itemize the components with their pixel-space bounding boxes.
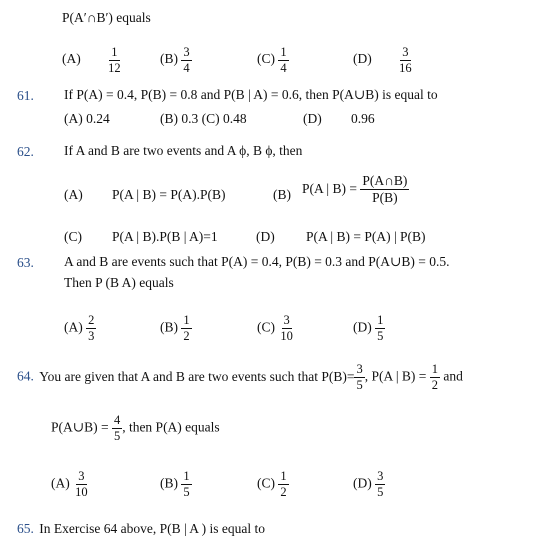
option-label: (B) [160, 319, 178, 335]
fraction [278, 314, 295, 343]
numerator: 1 [278, 46, 288, 61]
fraction [181, 470, 191, 499]
q63-line2: Then P (B A) equals [64, 275, 174, 290]
denominator: 5 [183, 485, 190, 500]
q63-option-b [160, 314, 192, 343]
q63-option-c [257, 314, 295, 343]
option-label: (C) [257, 51, 275, 67]
numerator: 1 [181, 314, 191, 329]
denominator: 4 [183, 61, 190, 75]
q65-stem: In Exercise 64 above, P(B | A ) is equal to [39, 521, 266, 536]
option-label: (D) [353, 319, 372, 335]
denominator: 16 [399, 61, 412, 75]
denominator: 5 [113, 429, 121, 444]
denominator: 10 [75, 485, 88, 500]
option-label: (B) [160, 51, 178, 67]
fraction [278, 470, 288, 499]
fraction [112, 414, 122, 443]
fraction [430, 363, 440, 392]
numerator: 1 [278, 470, 288, 485]
q61-number: 61. [17, 88, 34, 103]
numerator: 3 [354, 363, 364, 378]
q64-line2-rest: , then P(A) equals [122, 419, 220, 435]
numerator: 4 [112, 414, 122, 429]
fraction [375, 470, 385, 499]
q61-option-a: (A) 0.24 [64, 111, 110, 126]
q61-option-d-value: 0.96 [351, 111, 375, 126]
fraction [181, 314, 191, 343]
numerator: 2 [86, 314, 96, 329]
q62-option-c-label: (C) [64, 229, 82, 244]
q64-part1: You are given that A and B are two events such that P(B)= [39, 368, 355, 384]
option-label: (A) [62, 51, 81, 67]
numerator: 1 [109, 46, 119, 61]
q60-option-a [62, 46, 123, 74]
numerator: 1 [375, 314, 385, 329]
q63-number: 63. [17, 255, 34, 270]
q65-line [17, 521, 265, 537]
denominator: 5 [377, 329, 384, 344]
q60-option-b [160, 46, 192, 74]
numerator: 3 [375, 470, 385, 485]
option-label: (C) [257, 475, 275, 491]
q63-option-a [64, 314, 96, 343]
q64-option-d [353, 470, 385, 499]
q62-number: 62. [17, 144, 34, 159]
q61-option-d-label: (D) [303, 111, 322, 126]
fraction [86, 314, 96, 343]
q62-option-b [302, 174, 409, 205]
q64-line2-lhs: P(A∪B) = [51, 419, 109, 435]
q64-line2 [51, 414, 220, 443]
fraction [106, 46, 123, 74]
denominator: 5 [377, 485, 384, 500]
q65-number: 65. [17, 521, 34, 536]
q64-line1 [17, 363, 463, 392]
q62-option-a-label: (A) [64, 187, 83, 202]
option-label: (A) [51, 475, 70, 491]
denominator: 10 [280, 329, 293, 344]
fraction [73, 470, 90, 499]
fraction [397, 46, 414, 74]
option-label: (C) [257, 319, 275, 335]
fraction [354, 363, 364, 392]
denominator: 2 [431, 378, 439, 393]
denominator: 12 [108, 61, 121, 75]
fraction [278, 46, 288, 74]
q62-option-b-lhs: P(A | B) = [302, 180, 357, 196]
q64-part2: , P(A | B) = [364, 368, 427, 384]
fraction [375, 314, 385, 343]
q63-option-d [353, 314, 385, 343]
fraction [360, 174, 409, 205]
q64-option-c [257, 470, 289, 499]
option-label: (B) [160, 475, 178, 491]
q60-stem: P(A′∩B′) equals [62, 10, 151, 25]
numerator: 3 [181, 46, 191, 61]
denominator: 2 [280, 485, 287, 500]
q64-option-a [51, 470, 90, 499]
denominator: 5 [356, 378, 363, 393]
q61-stem: If P(A) = 0.4, P(B) = 0.8 and P(B | A) = 0.6, then P(A∪B) is equal to [64, 87, 438, 102]
q61-options-b-c: (B) 0.3 (C) 0.48 [160, 111, 247, 126]
q62-option-d-text: P(A | B) = P(A) | P(B) [306, 229, 426, 244]
denominator: 3 [88, 329, 95, 344]
numerator: 1 [430, 363, 440, 378]
q62-option-a-text: P(A | B) = P(A).P(B) [112, 187, 226, 202]
numerator: 3 [400, 46, 410, 61]
denominator: P(B) [372, 190, 398, 206]
q63-line1: A and B are events such that P(A) = 0.4, P(B) = 0.3 and P(A∪B) = 0.5. [64, 254, 450, 269]
denominator: 4 [280, 61, 287, 75]
option-label: (A) [64, 319, 83, 335]
q62-option-c-text: P(A | B).P(B | A)=1 [112, 229, 218, 244]
q64-number: 64. [17, 368, 34, 384]
numerator: 3 [282, 314, 292, 329]
denominator: 2 [183, 329, 190, 344]
numerator: 1 [181, 470, 191, 485]
numerator: 3 [76, 470, 86, 485]
q64-option-b [160, 470, 192, 499]
q62-option-b-label: (B) [273, 187, 291, 202]
numerator: P(A∩B) [360, 174, 409, 190]
q62-stem: If A and B are two events and A ϕ, B ϕ, then [64, 143, 303, 158]
q62-option-d-label: (D) [256, 229, 275, 244]
q64-part3: and [443, 368, 463, 384]
option-label: (D) [353, 51, 372, 67]
fraction [181, 46, 191, 74]
option-label: (D) [353, 475, 372, 491]
q60-option-d [353, 46, 414, 74]
q60-option-c [257, 46, 289, 74]
